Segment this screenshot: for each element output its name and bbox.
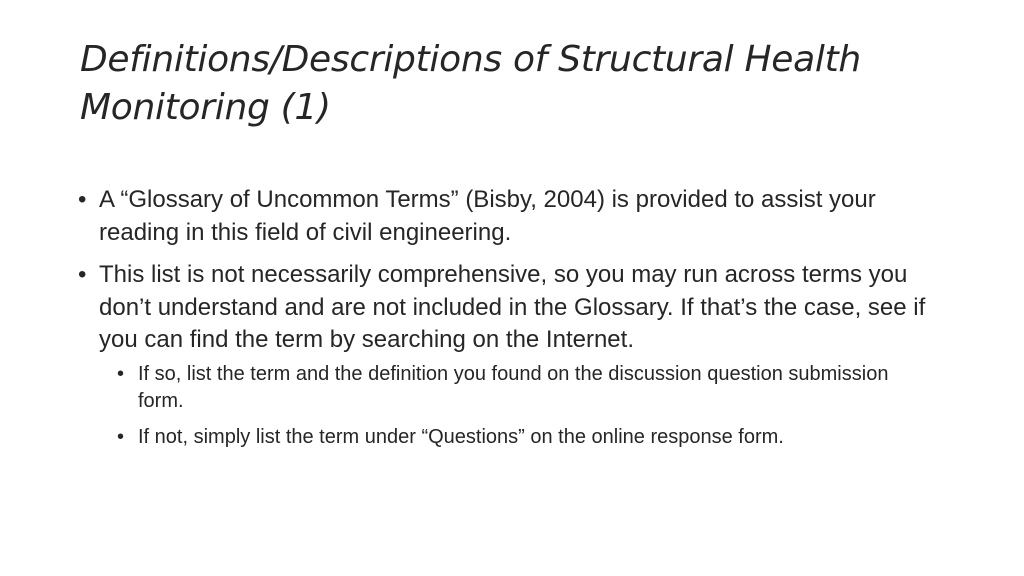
bullet-icon: • [117,425,125,448]
bullet-item-1 [78,184,938,249]
sub-bullet-list [99,361,938,452]
sub-bullet-item-1 [99,361,938,416]
sub-bullet-text: If so, list the term and the definition you found on the discussion question submission form. [138,362,889,412]
bullet-icon: • [117,362,125,385]
bullet-icon: • [78,186,87,213]
bullet-item-2 [78,259,938,451]
bullet-icon: • [78,261,87,288]
sub-bullet-item-2 [99,424,938,452]
sub-bullet-text: If not, simply list the term under “Questions” on the online response form. [138,425,784,448]
bullet-text: This list is not necessarily comprehensive, so you may run across terms you don’t understand and are not included in the Glossary. If that’s the case, see if you can find the term by searching on the Internet. [99,261,926,353]
slide-title: Definitions/Descriptions of Structural Health Monitoring (1) [80,39,861,128]
bullet-list [78,184,938,461]
bullet-text: A “Glossary of Uncommon Terms” (Bisby, 2004) is provided to assist your reading in this field of civil engineering. [99,186,876,246]
